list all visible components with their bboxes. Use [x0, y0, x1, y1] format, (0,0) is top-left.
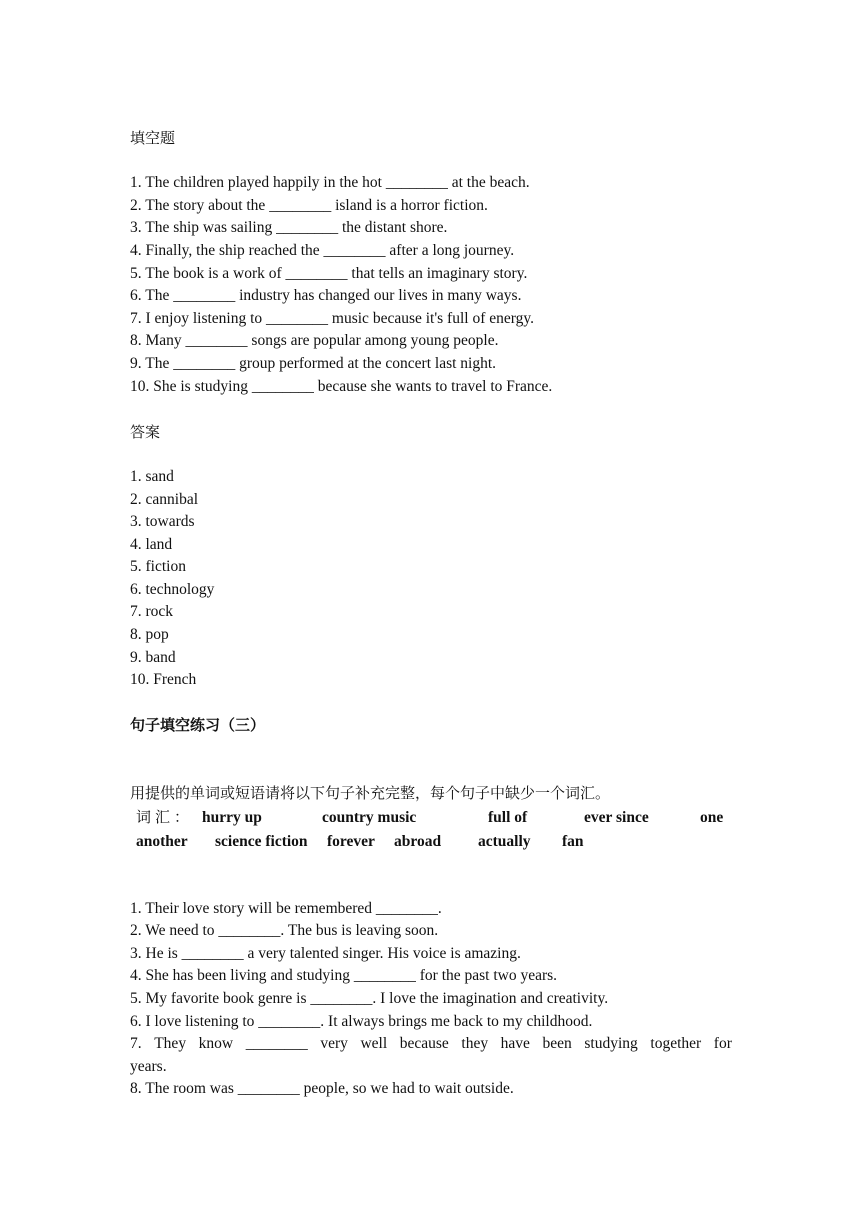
- question-item: 10. She is studying ________ because she wants to travel to France.: [130, 377, 553, 395]
- vocab-word: forever: [327, 832, 375, 850]
- vocab-label: 词汇：: [136, 807, 194, 826]
- vocab-word: science fiction: [215, 832, 308, 850]
- answer-item: 10. French: [130, 671, 197, 689]
- answer-item: 4. land: [130, 535, 173, 553]
- answers-title: 答案: [130, 422, 161, 441]
- vocabulary-box: [130, 805, 732, 854]
- vocab-word: full of: [488, 808, 528, 826]
- vocab-word: fan: [562, 832, 584, 850]
- section-title-sentence-fill: 句子填空练习（三）: [130, 716, 266, 735]
- question-item: 6. I love listening to ________. It always brings me back to my childhood.: [130, 1012, 593, 1030]
- section-title-fill-in: 填空题: [130, 129, 176, 147]
- instruction-text: 用提供的单词或短语请将以下句子补充完整，每个句子中缺少一个词汇。: [130, 784, 611, 803]
- question-item: 8. Many ________ songs are popular among young people.: [130, 332, 499, 350]
- question-list-1: [130, 172, 732, 398]
- answer-item: 7. rock: [130, 603, 174, 621]
- answer-item: 1. sand: [130, 467, 174, 485]
- question-item: 3. The ship was sailing ________ the distant shore.: [130, 219, 448, 237]
- question-item: 7. I enjoy listening to ________ music because it's full of energy.: [130, 309, 534, 327]
- question-item: 6. The ________ industry has changed our lives in many ways.: [130, 287, 522, 305]
- question-list-3: [130, 898, 732, 1101]
- question-item: 2. We need to ________. The bus is leaving soon.: [130, 922, 439, 940]
- question-item: 8. The room was ________ people, so we had to wait outside.: [130, 1080, 514, 1098]
- question-item-justified: [130, 1033, 732, 1078]
- vocab-word: actually: [478, 832, 531, 850]
- question-item: 5. The book is a work of ________ that tells an imaginary story.: [130, 264, 528, 282]
- answer-item: 8. pop: [130, 626, 169, 644]
- question-item: 5. My favorite book genre is ________. I love the imagination and creativity.: [130, 990, 609, 1007]
- answer-list: [130, 466, 732, 692]
- vocab-word: ever since: [584, 808, 649, 826]
- vocab-word: country music: [322, 808, 417, 826]
- vocab-word: one: [700, 808, 724, 826]
- question-item: 1. The children played happily in the hot ________ at the beach.: [130, 174, 530, 192]
- answer-item: 6. technology: [130, 580, 215, 598]
- vocab-word: another: [136, 832, 188, 850]
- document-content: [130, 127, 732, 1101]
- answer-item: 2. cannibal: [130, 490, 199, 508]
- question-item: 2. The story about the ________ island is a horror fiction.: [130, 196, 488, 214]
- question-line: years.: [130, 1057, 167, 1075]
- vocab-row-1: [136, 805, 732, 830]
- question-item: 4. She has been living and studying ________ for the past two years.: [130, 967, 558, 985]
- answer-item: 3. towards: [130, 513, 195, 531]
- answer-item: 5. fiction: [130, 558, 186, 576]
- question-item: 3. He is ________ a very talented singer. His voice is amazing.: [130, 944, 521, 962]
- vocab-word: hurry up: [202, 808, 262, 826]
- question-item: 1. Their love story will be remembered ________.: [130, 899, 442, 917]
- answer-item: 9. band: [130, 648, 176, 666]
- vocab-row-2: [136, 830, 732, 854]
- question-item: 4. Finally, the ship reached the ________ after a long journey.: [130, 241, 515, 259]
- vocab-word: abroad: [394, 832, 442, 850]
- question-line: 7. They know ________ very well because they have been studying together for: [130, 1035, 732, 1053]
- question-item: 9. The ________ group performed at the concert last night.: [130, 354, 497, 372]
